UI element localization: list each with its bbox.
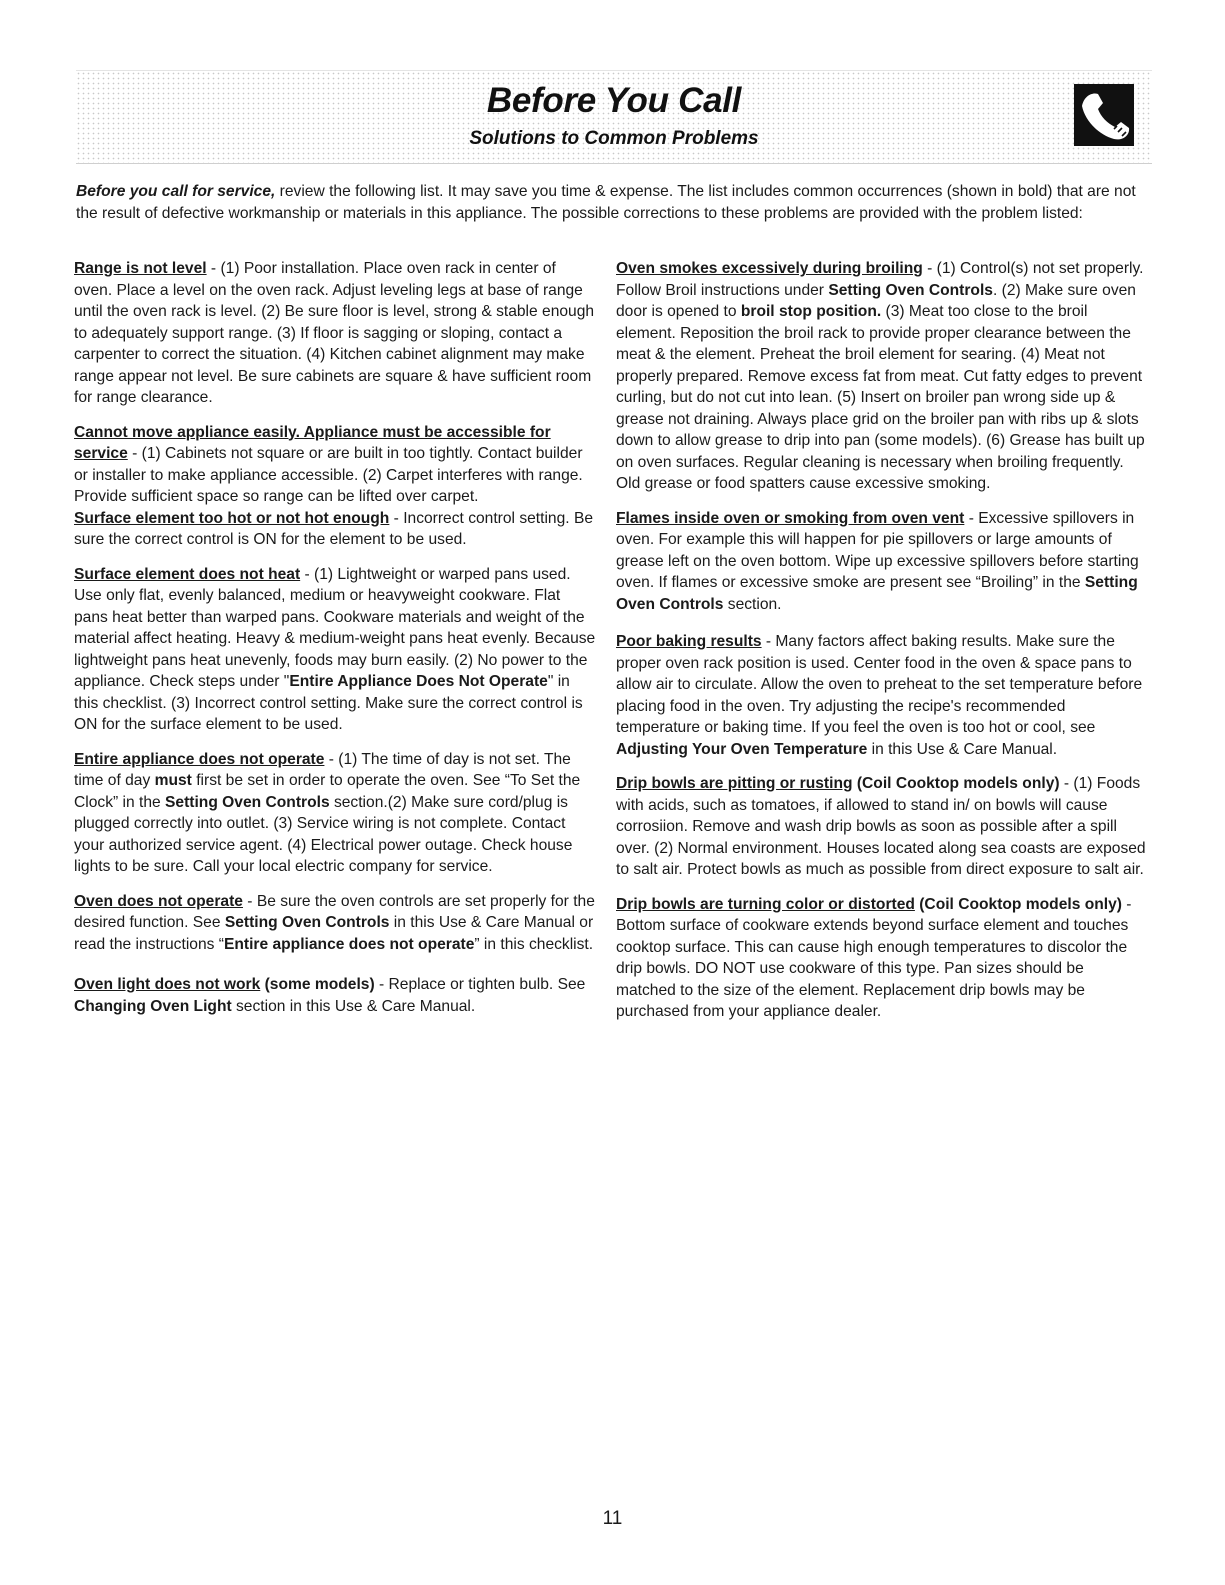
problem-entry	[616, 508, 1146, 616]
problem-heading: Drip bowls are turning color or distorted	[616, 895, 915, 913]
problem-heading: Oven smokes excessively during broiling	[616, 260, 923, 277]
intro-paragraph	[76, 181, 1146, 224]
problem-text: - (1) Foods with acids, such as tomatoes, if allowed to stand in/ on bowls will cause corrosiion. Remove and wash drip bowls as soon as possible after a spill over. (2) Normal environment. Houses located along sea coasts are exposed to salt air. Protect bowls as much as possible from direct exposure to salt air.	[616, 775, 1146, 878]
problem-text: - (1) Poor installation. Place oven rack in center of oven. Place a level on the oven rack. Adjust leveling legs at base of range until the oven rack is level. (2) Be sure floor is level, strong & stable enough to adequately support range. (3) If floor is sagging or sloping, contact a carpenter to correct the situation. (4) Kitchen cabinet alignment may make range appear not level. Be sure cabinets are square & have sufficient room for range clearance.	[74, 260, 595, 406]
problem-text: - Bottom surface of cookware extends beyond surface element and touches cooktop surface. This can cause high enough temperatures to discolor the drip bowls. DO NOT use cookware of this type. Pan sizes should be matched to the size of the element. Replacement drip bowls may be purchased from your appliance dealer.	[616, 895, 1132, 1020]
bold-reference: Setting Oven Controls	[224, 914, 390, 931]
problem-text: first be set in order to operate the oven. See “To Set the Clock” in the	[74, 772, 581, 811]
problem-text: - (1) Control(s) not set properly. Follow Broil instructions under	[616, 260, 1144, 299]
problem-text: " in this checklist. (3) Incorrect control setting. Make sure the correct control is ON for the surface element to be used.	[74, 673, 583, 733]
problem-entry	[74, 422, 598, 508]
problem-text: - (1) Cabinets not square or are built in too tightly. Contact builder or installer to make appliance accessible. (2) Carpet interferes with range. Provide sufficient space so range can be lifted over carpet.	[74, 445, 583, 505]
problem-entry	[74, 974, 598, 1017]
problem-heading: Entire appliance does not operate	[74, 750, 325, 768]
intro-text: review the following list. It may save you time & expense. The list includes common occurrences (shown in bold) that are not the result of defective workmanship or materials in this appliance. The possible corrections to these problems are provided with the problem listed:	[76, 183, 1136, 222]
problem-heading: Cannot move appliance easily. Appliance must be accessible for service	[74, 423, 551, 462]
page-subtitle: Solutions to Common Problems	[469, 128, 759, 149]
problem-heading: Drip bowls are pitting or rusting	[616, 775, 853, 792]
problem-text: in this Use & Care Manual or read the instructions “	[74, 914, 594, 953]
problem-text: - Excessive spillovers in oven. For example this will happen for pie spillovers or large amounts of grease left on the oven bottom. Wipe up excessive spillovers before starting oven. If flames or excessive smoke are present see “Broiling” in the	[616, 509, 1139, 591]
right-column	[616, 258, 1146, 1036]
problem-text: section in this Use & Care Manual.	[231, 997, 476, 1015]
bold-reference: (some models)	[260, 976, 375, 993]
bold-reference: broil stop position.	[740, 303, 882, 320]
bold-reference: (Coil Cooktop models only)	[914, 895, 1122, 913]
bold-reference: (Coil Cooktop models only)	[852, 775, 1060, 792]
problem-text: - Be sure the oven controls are set properly for the desired function. See	[74, 892, 595, 931]
bold-reference: Adjusting Your Oven Temperature	[616, 740, 868, 758]
problem-entry	[616, 894, 1146, 1023]
problem-entry	[74, 258, 598, 409]
problem-text: section.(2) Make sure cord/plug is plugged correctly into outlet. (3) Service wiring is not complete. Contact your authorized service agent. (4) Electrical power outage. Check house lights to be sure. Call your local electric company for service.	[74, 793, 573, 875]
problem-text: - Incorrect control setting. Be sure the correct control is ON for the element to be used.	[74, 509, 594, 548]
problem-entry	[74, 508, 598, 551]
problem-entry	[616, 773, 1146, 881]
problem-text: - (1) The time of day is not set. The time of day	[74, 750, 571, 789]
page-number: 11	[602, 1508, 623, 1529]
bold-reference: Setting Oven Controls	[828, 281, 993, 299]
problem-heading: Range is not level	[74, 260, 207, 277]
problem-entry	[74, 564, 598, 736]
intro-lead: Before you call for service,	[76, 183, 276, 200]
problem-heading: Oven does not operate	[74, 892, 243, 910]
problem-heading: Oven light does not work	[74, 976, 261, 993]
problem-entry	[616, 258, 1146, 495]
problem-text: - (1) Lightweight or warped pans used. Use only flat, evenly balanced, medium or heavyweight cookware. Flat pans heat better than warped pans. Cookware materials and weight of the material affect heating. Heavy & medium-weight pans heat evenly. Because lightweight pans heat unevenly, foods may burn easily. (2) No power to the appliance. Check steps under "	[74, 565, 596, 690]
problem-text: section.	[723, 595, 782, 613]
bold-reference: must	[154, 772, 192, 789]
telephone-icon	[1074, 84, 1134, 146]
problem-text: ” in this checklist.	[474, 935, 594, 953]
bold-reference: Changing Oven Light	[74, 997, 232, 1015]
problem-heading: Poor baking results	[616, 633, 762, 650]
problem-heading: Flames inside oven or smoking from oven vent	[616, 509, 965, 527]
page-header	[76, 70, 1152, 164]
bold-reference: Entire Appliance Does Not Operate	[289, 673, 548, 690]
problem-text: - Many factors affect baking results. Make sure the proper oven rack position is used. Center food in the oven & space pans to allow air to circulate. Allow the oven to preheat to the set temperature before placing food in the oven. Try adjusting the recipe's recommended temperature or baking time. If you feel the oven is too hot or cool, see	[616, 633, 1143, 736]
problem-text: . (2) Make sure oven door is opened to	[616, 281, 1136, 320]
page-title: Before You Call	[486, 81, 742, 120]
problem-text: in this Use & Care Manual.	[867, 740, 1058, 758]
bold-reference: Entire appliance does not operate	[223, 935, 475, 953]
problem-entry	[616, 631, 1146, 760]
problem-heading: Surface element too hot or not hot enough	[74, 509, 390, 527]
problem-entry	[74, 891, 598, 956]
bold-reference: Setting Oven Controls	[616, 574, 1138, 613]
problem-heading: Surface element does not heat	[74, 565, 301, 583]
left-column	[74, 258, 598, 1030]
bold-reference: Setting Oven Controls	[165, 793, 330, 811]
problem-entry	[74, 749, 598, 878]
problem-text: - Replace or tighten bulb. See	[374, 976, 586, 993]
problem-text: (3) Meat too close to the broil element. Reposition the broil rack to provide proper clearance between the meat & the element. Preheat the broil element for searing. (4) Meat not properly prepared. Remove excess fat from meat. Cut fatty edges to prevent curling, but do not cut into lean. (5) Insert on broiler pan wrong side up & grease not draining. Always place grid on the broiler pan with ribs up & slots down to allow grease to drip into pan (some models). (6) Grease has built up on oven surfaces. Regular cleaning is necessary when broiling frequently. Old grease or food spatters cause excessive smoking.	[616, 303, 1145, 492]
